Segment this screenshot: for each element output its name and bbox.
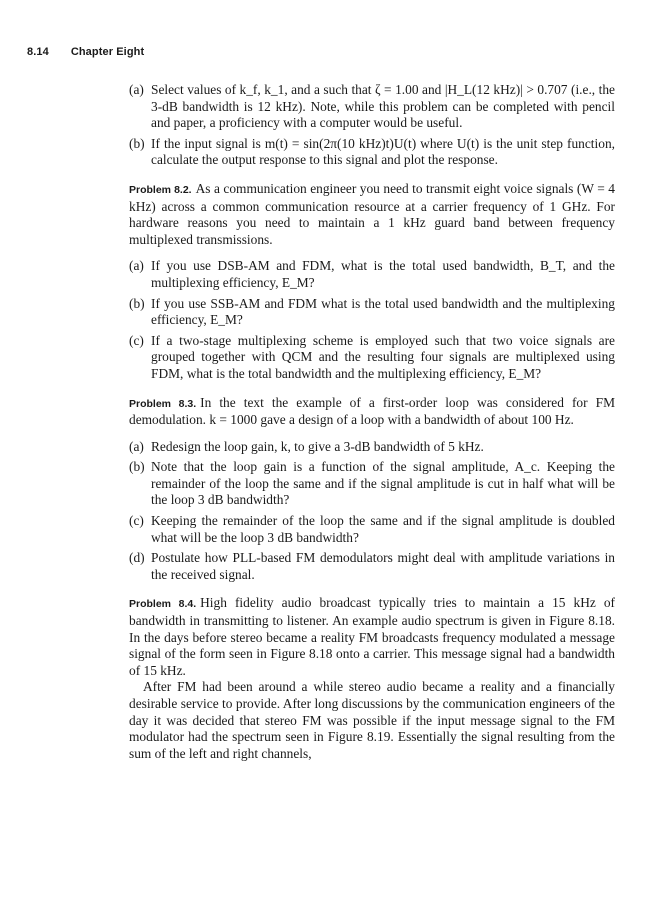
chapter-title: Chapter Eight xyxy=(70,46,145,58)
part-text: If you use DSB-AM and FDM, what is the total used bandwidth, B_T, and the multiplexing efficiency, E_M? xyxy=(151,258,615,290)
part-text: Redesign the loop gain, k, to give a 3-dB bandwidth of 5 kHz. xyxy=(151,438,484,454)
problem-label: Problem 8.4. xyxy=(129,598,197,611)
part-text: Note that the loop gain is a function of the signal amplitude, A_c. Keeping the remainder of the loop the same and if the signal amplitude is cut in half what will be the loop 3 dB bandwidth? xyxy=(151,459,615,508)
problem-8-3-intro xyxy=(129,395,615,429)
problem-8-3-part-c xyxy=(129,513,615,546)
part-label: (a) xyxy=(129,82,144,97)
page-body xyxy=(129,82,615,762)
part-label: (a) xyxy=(129,258,144,274)
part-label: (b) xyxy=(129,135,145,151)
part-label: (c) xyxy=(129,513,144,529)
problem-8-4-paragraph-2: After FM had been around a while stereo audio became a reality and a financially desirable service to provide. After long discussions by the communication engineers of the day it was decided that stereo FM was possible if the input message signal to the FM modulator had the spectrum seen in Figure 8.19. Essentially the signal resulting from the sum of the left and right channels, xyxy=(129,679,615,761)
part-text: Postulate how PLL-based FM demodulators might deal with amplitude variations in the received signal. xyxy=(151,550,615,582)
part-label: (a) xyxy=(129,438,144,454)
problem-text: High fidelity audio broadcast typically tries to maintain a 15 kHz of bandwidth in transmitting to listener. An example audio spectrum is given in Figure 8.18. In the days before stereo became a reality FM broadcasts frequency modulated a message signal of the form seen in Figure 8.18 onto a carrier. This message signal had a bandwidth of 15 kHz. xyxy=(129,595,616,678)
problem-8-2-part-c xyxy=(129,333,615,383)
part-label: (b) xyxy=(129,459,145,475)
problem-label: Problem 8.3. xyxy=(129,397,197,410)
part-label: (c) xyxy=(129,332,144,348)
part-label: (d) xyxy=(129,550,145,566)
running-head xyxy=(27,46,144,58)
continuation-part-a xyxy=(129,82,615,132)
problem-label: Problem 8.2. xyxy=(129,183,192,196)
problem-8-2-part-b xyxy=(129,296,615,329)
page-number: 8.14 xyxy=(27,46,49,58)
part-text: If the input signal is m(t) = sin(2π(10 kHz)t)U(t) where U(t) is the unit step function, calculate the output response to this signal and plot the response. xyxy=(151,135,615,168)
part-label: (b) xyxy=(129,295,145,311)
problem-text: As a communication engineer you need to transmit eight voice signals (W = 4 kHz) across a common communication resource at a carrier frequency of 1 GHz. For hardware reasons you need to maintain a 1 kHz guard band between frequency multiplexed transmissions. xyxy=(129,180,615,247)
problem-8-3-part-d xyxy=(129,550,615,583)
continuation-part-b xyxy=(129,136,615,169)
problem-8-2-part-a xyxy=(129,258,615,291)
problem-8-2-intro xyxy=(129,181,615,248)
problem-8-4-intro xyxy=(129,595,615,679)
problem-text: In the text the example of a first-order loop was considered for FM demodulation. k = 1000 gave a design of a loop with a bandwidth of about 100 Hz. xyxy=(129,394,615,428)
problem-8-3-part-b xyxy=(129,459,615,509)
part-text: If a two-stage multiplexing scheme is employed such that two voice signals are grouped together with QCM and the resulting four signals are multiplexed using FDM, what is the total bandwidth and the multiplexing efficiency, E_M? xyxy=(151,332,615,381)
part-text: Select values of k_f, k_1, and a such that ζ = 1.00 and |H_L(12 kHz)| > 0.707 (i.e., the 3-dB bandwidth is 12 kHz). Note, while this problem can be completed with pencil and paper, a proficiency with a computer would be useful. xyxy=(151,82,615,131)
part-text: If you use SSB-AM and FDM what is the total used bandwidth and the multiplexing efficiency, E_M? xyxy=(151,295,615,328)
part-text: Keeping the remainder of the loop the same and if the signal amplitude is doubled what will be the loop 3 dB bandwidth? xyxy=(151,513,615,545)
problem-8-3-part-a xyxy=(129,439,615,456)
